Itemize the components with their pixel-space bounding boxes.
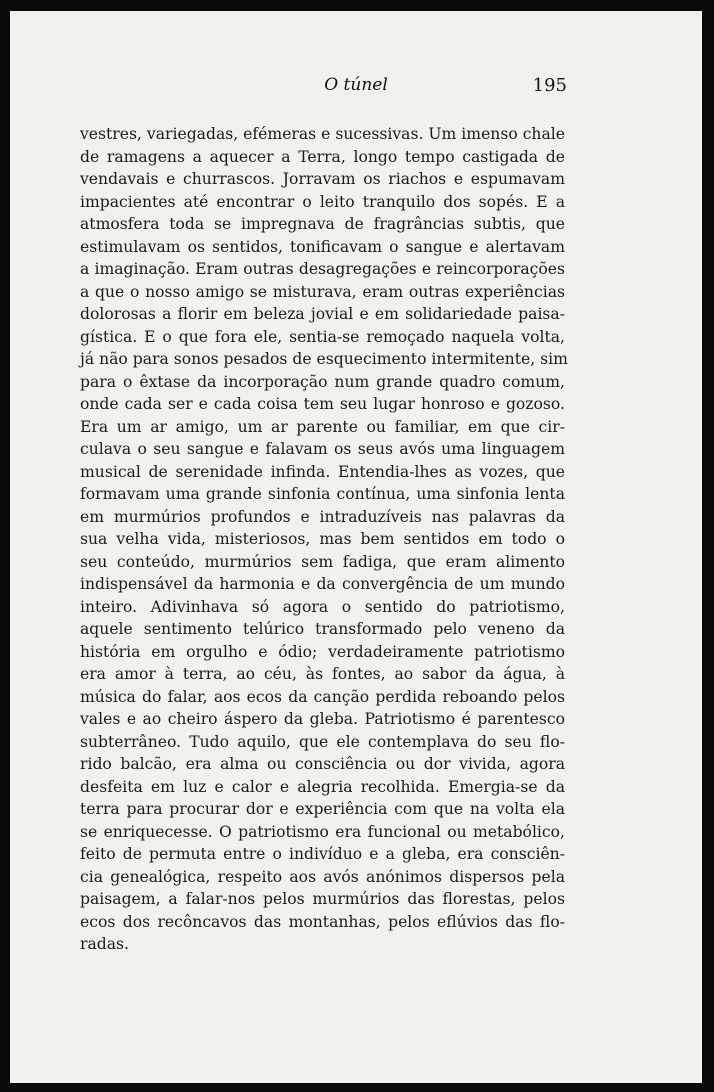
- text-line: formavam uma grande sinfonia contínua, uma sinfonia lenta: [80, 485, 565, 503]
- page-number: 195: [532, 75, 567, 96]
- text-line: a que o nosso amigo se misturava, eram outras experiências: [80, 282, 565, 301]
- text-line: musical de serenidade infinda. Entendia-lhes as vozes, que: [80, 462, 565, 481]
- text-line: subterrâneo. Tudo aquilo, que ele contemplava do seu flo-: [80, 732, 565, 751]
- text-line: a imaginação. Eram outras desagregações e reincorporações: [80, 260, 565, 278]
- text-line: se enriquecesse. O patriotismo era funcional ou metabólico,: [80, 822, 565, 841]
- text-line: atmosfera toda se impregnava de fragrâncias subtis, que: [80, 215, 565, 233]
- text-line: estimulavam os sentidos, tonificavam o sangue e alertavam: [80, 237, 565, 256]
- text-line: indispensável da harmonia e da convergência de um mundo: [80, 575, 565, 593]
- text-line: terra para procurar dor e experiência com que na volta ela: [80, 800, 565, 818]
- running-title: O túnel: [324, 75, 388, 95]
- text-line: onde cada ser e cada coisa tem seu lugar honroso e gozoso.: [80, 395, 565, 413]
- text-line: sua velha vida, misteriosos, mas bem sentidos em todo o: [80, 530, 565, 548]
- text-line: rido balcão, era alma ou consciência ou dor vivida, agora: [80, 755, 565, 773]
- text-line: inteiro. Adivinhava só agora o sentido do patriotismo,: [80, 597, 565, 616]
- text-line: impacientes até encontrar o leito tranquilo dos sopés. E a: [80, 192, 565, 211]
- text-line: vales e ao cheiro áspero da gleba. Patriotismo é parentesco: [80, 710, 565, 728]
- text-line: feito de permuta entre o indivíduo e a gleba, era consciên-: [80, 845, 565, 863]
- text-line: seu conteúdo, murmúrios sem fadiga, que eram alimento: [80, 552, 565, 571]
- body-text: [80, 123, 568, 956]
- book-page: [10, 11, 702, 1083]
- text-line: aquele sentimento telúrico transformado pelo veneno da: [80, 620, 565, 638]
- text-line: desfeita em luz e calor e alegria recolhida. Emergia-se da: [80, 777, 565, 796]
- text-line: vestres, variegadas, efémeras e sucessivas. Um imenso chale: [80, 125, 565, 143]
- text-line: gística. E o que fora ele, sentia-se remoçado naquela volta,: [80, 327, 565, 346]
- text-line: era amor à terra, ao céu, às fontes, ao sabor da água, à: [80, 665, 565, 683]
- text-line: para o êxtase da incorporação num grande quadro comum,: [80, 372, 565, 391]
- text-line: cia genealógica, respeito aos avós anónimos dispersos pela: [80, 867, 565, 886]
- text-line: ecos dos recôncavos das montanhas, pelos eflúvios das flo-: [80, 912, 565, 931]
- text-line: vendavais e churrascos. Jorravam os riachos e espumavam: [80, 170, 565, 188]
- text-line: radas.: [80, 935, 129, 953]
- text-line: já não para sonos pesados de esquecimento intermitente, sim: [80, 350, 568, 368]
- text-line: dolorosas a florir em beleza jovial e em solidariedade paisa-: [80, 305, 565, 323]
- text-line: de ramagens a aquecer a Terra, longo tempo castigada de: [80, 147, 565, 166]
- page-header: [10, 75, 702, 105]
- text-line: Era um ar amigo, um ar parente ou familiar, em que cir-: [80, 417, 565, 436]
- text-line: em murmúrios profundos e intraduzíveis nas palavras da: [80, 507, 565, 526]
- text-line: música do falar, aos ecos da canção perdida reboando pelos: [80, 687, 565, 706]
- text-line: paisagem, a falar-nos pelos murmúrios das florestas, pelos: [80, 890, 565, 908]
- text-line: história em orgulho e ódio; verdadeiramente patriotismo: [80, 642, 565, 661]
- text-line: culava o seu sangue e falavam os seus avós uma linguagem: [80, 440, 565, 458]
